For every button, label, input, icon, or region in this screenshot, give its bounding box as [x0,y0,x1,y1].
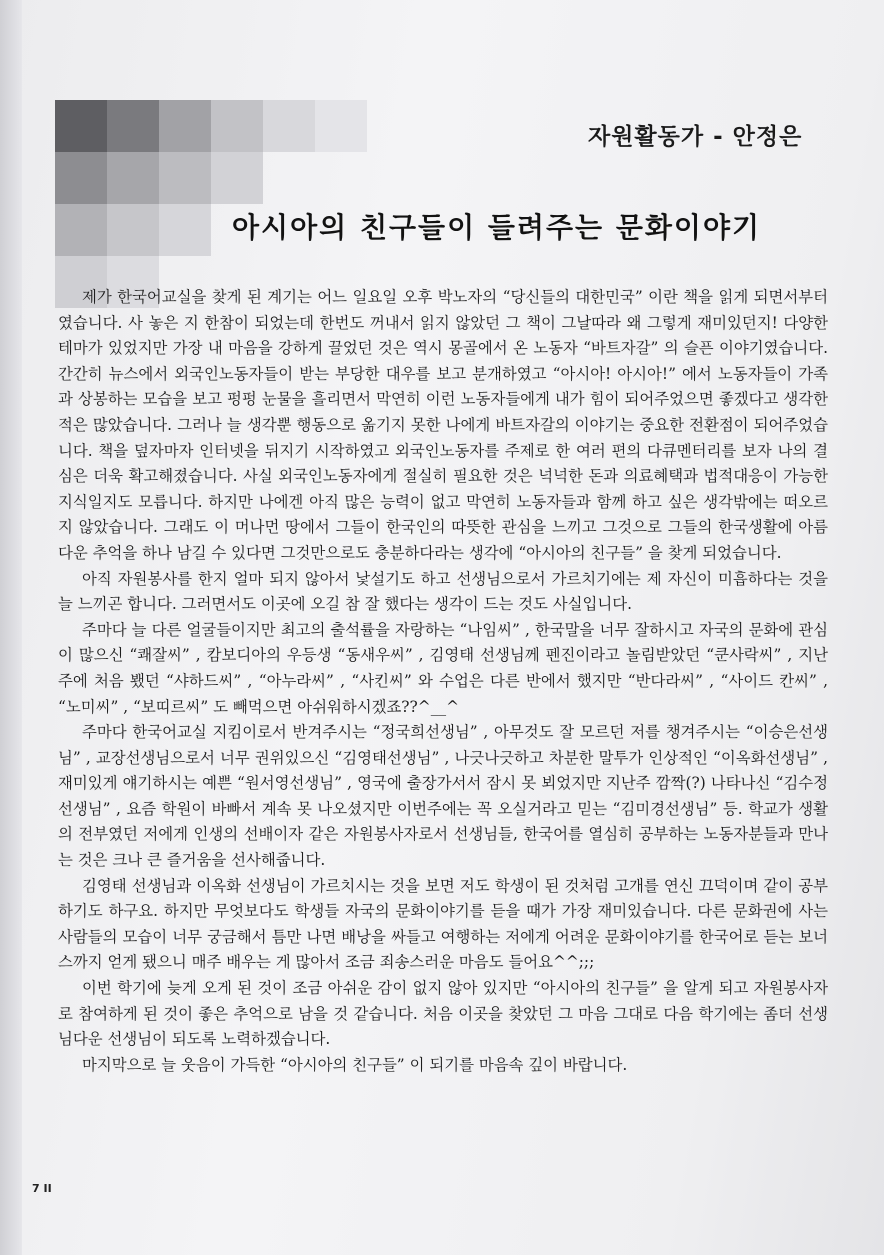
decor-square [55,152,107,204]
header-decoration [55,100,385,300]
decor-square [159,152,211,204]
decor-square [263,100,315,152]
article-body [58,285,828,1078]
decor-square [107,100,159,152]
paragraph: 마지막으로 늘 웃음이 가득한 “아시아의 친구들” 이 되기를 마음속 깊이 바랍니다. [82,1055,628,1074]
paragraph: 주마다 한국어교실 지킴이로서 반겨주시는 “정국희선생님” , 아무것도 잘 모르던 저를 챙겨주시는 “이승은선생님” , 교장선생님으로서 너무 권위있으신 “김영태선생님” , 나긋나긋하고 차분한 말투가 인상적인 “이옥화선생님” , 재미있게 얘기하시는 예쁜 “원서영선생님” , 영국에 출장가서서 잠시 못 뵈었지만 지난주 깜짝(?) 나타나신 “김수정선생님” , 요즘 학원이 바빠서 계속 못 나오셨지만 이번주에는 꼭 오실거라고 믿는 “김미경선생님” 등. 학교가 생활의 전부였던 저에게 인생의 선배이자 같은 자원봉사자로서 선생님들, 한국어를 열심히 공부하는 노동자분들과 만나는 것은 크나 큰 즐거움을 선사해줍니다. [58,723,828,870]
decor-square [211,100,263,152]
paragraph: 제가 한국어교실을 찾게 된 계기는 어느 일요일 오후 박노자의 “당신들의 대한민국” 이란 책을 읽게 되면서부터 였습니다. 사 놓은 지 한참이 되었는데 한번도 꺼내서 읽지 않았던 그 책이 그날따라 왜 그렇게 재미있던지! 다양한 테마가 있었지만 가장 내 마음을 강하게 끌었던 것은 역시 몽골에서 온 노동자 “바트자갈” 의 슬픈 이야기였습니다. 간간히 뉴스에서 외국인노동자들이 받는 부당한 대우를 보고 분개하였고 “아시아! 아시아!” 에서 노동자들이 가족과 상봉하는 모습을 보고 펑펑 눈물을 흘리면서 막연히 이런 노동자들에게 내가 힘이 되어주었으면 좋겠다고 생각한 적은 많았습니다. 그러나 늘 생각뿐 행동으로 옮기지 못한 나에게 바트자갈의 이야기는 중요한 전환점이 되어주었습니다. 책을 덮자마자 인터넷을 뒤지기 시작하였고 외국인노동자를 주제로 한 여러 편의 다큐멘터리를 보자 나의 결심은 더욱 확고해졌습니다. 사실 외국인노동자에게 절실히 필요한 것은 넉넉한 돈과 의료혜택과 법적대응이 가능한 지식일지도 모릅니다. 하지만 나에겐 아직 많은 능력이 없고 막연히 노동자들과 함께 하고 싶은 생각밖에는 떠오르지 않았습니다. 그래도 이 머나먼 땅에서 그들이 한국인의 따뜻한 관심을 느끼고 그것으로 그들의 한국생활에 아름다운 추억을 하나 남길 수 있다면 그것만으로도 충분하다라는 생각에 “아시아의 친구들” 을 찾게 되었습니다. [58,288,828,562]
decor-square [55,100,107,152]
decor-square [315,100,367,152]
decor-square [159,100,211,152]
decor-square [107,152,159,204]
paragraph: 주마다 늘 다른 얼굴들이지만 최고의 출석률을 자랑하는 “나임씨” , 한국말을 너무 잘하시고 자국의 문화에 관심이 많으신 “쾌잘씨” , 캄보디아의 우등생 “동새우씨” , 김영태 선생님께 펜진이라고 놀림받았던 “쿤사락씨” , 지난 주에 처음 뵀던 “샤하드씨” , “아누라씨” , “사킨씨” 와 수업은 다른 반에서 했지만 “반다라씨” , “사이드 칸씨” , “노미씨” , “보띠르씨” 도 빼먹으면 아쉬워하시겠죠??^__^ [58,620,828,716]
page-number: 7 II [32,1182,52,1195]
author-line: 자원활동가 - 안정은 [588,124,803,150]
decor-square [107,204,159,256]
decor-square [211,152,263,204]
article-title: 아시아의 친구들이 들려주는 문화이야기 [232,211,762,244]
paragraph: 이번 학기에 늦게 오게 된 것이 조금 아쉬운 감이 없지 않아 있지만 “아시아의 친구들” 을 알게 되고 자원봉사자로 참여하게 된 것이 좋은 추억으로 남을 것 같습니다. 처음 이곳을 찾았던 그 마음 그대로 다음 학기에는 좀더 선생님다운 선생님이 되도록 노력하겠습니다. [58,979,828,1049]
decor-square [159,204,211,256]
paragraph: 아직 자원봉사를 한지 얼마 되지 않아서 낯설기도 하고 선생님으로서 가르치기에는 제 자신이 미흡하다는 것을 늘 느끼곤 합니다. 그러면서도 이곳에 오길 참 잘 했다는 생각이 드는 것도 사실입니다. [58,569,828,614]
decor-square [55,204,107,256]
paragraph: 김영태 선생님과 이옥화 선생님이 가르치시는 것을 보면 저도 학생이 된 것처럼 고개를 연신 끄덕이며 같이 공부하기도 하구요. 하지만 무엇보다도 학생들 자국의 문화이야기를 듣을 때가 가장 재미있습니다. 다른 문화권에 사는 사람들의 모습이 너무 궁금해서 틈만 나면 배낭을 싸들고 여행하는 저에게 어려운 문화이야기를 한국어로 듣는 보너스까지 얻게 됐으니 매주 배우는 게 많아서 조금 죄송스러운 마음도 들어요^^;;; [58,876,828,972]
